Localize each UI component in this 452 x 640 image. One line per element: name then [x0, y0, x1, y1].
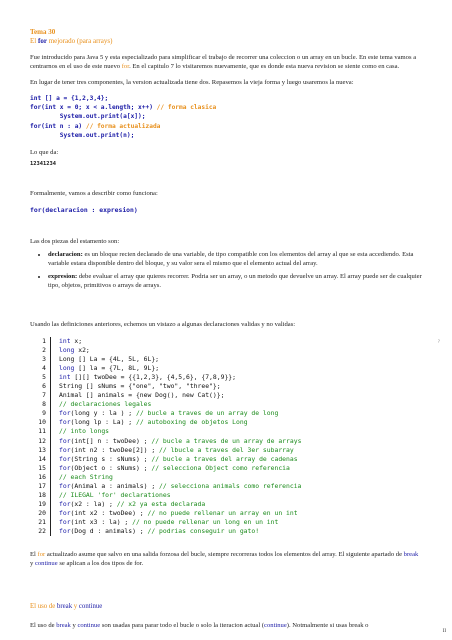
code-keyword: for	[59, 508, 71, 517]
break-link[interactable]: break	[403, 551, 419, 559]
intro-paragraph: Fue introducido para Java 5 y esta especializado para simplificar el trabajo de recorrer una coleccion o un array en un bucle. En este tema vamos a centrarnos en el uso de este nuevo for. En el capitulo 7 lo visitaremos nuevamente, que es donde esta nueva revision se siente como en casa.	[30, 54, 417, 70]
code-comment: // bucle a traves de un array de arrays	[151, 436, 302, 445]
code-line	[38, 445, 422, 455]
break-link[interactable]: break	[56, 622, 71, 630]
code-line	[38, 436, 422, 446]
code-keyword: for	[59, 436, 71, 445]
code-keyword: int	[59, 337, 71, 346]
for-keyword: for	[37, 37, 47, 45]
line-number: 2	[42, 346, 46, 355]
listing-toggle-marker[interactable]: ?	[437, 339, 440, 345]
continue-link[interactable]: continue	[77, 622, 101, 630]
code-comment: // ILEGAL 'for' declarationes	[59, 490, 171, 499]
code-keyword: for	[59, 517, 71, 526]
code-comment: // autoboxing de objetos Long	[135, 418, 248, 427]
code-text: (int x2 : twoDee) ;	[70, 508, 148, 517]
for-link[interactable]: for	[121, 63, 130, 70]
code-listing	[38, 337, 440, 536]
list-item: • expresion: debe evaluar el array que quieres recorrer. Podria ser un array, o un metodo que devuelve un array. El array puede ser de cualquier tipo, objetos, primitivos o arrays de arrays.	[48, 272, 422, 290]
line-number: 8	[42, 400, 46, 409]
code-line	[38, 508, 422, 518]
line-number: 20	[38, 508, 46, 517]
code-text: (String s : sNums) ;	[70, 454, 152, 463]
page-footer-mark: II	[442, 629, 446, 634]
code-keyword: for	[59, 454, 71, 463]
code-comment: // each String	[59, 472, 113, 481]
classic-vs-enhanced-code: int [] a = {1,2,3,4}; for(int x = 0; x < a.length; x++) // forma clasica System.out.print(a[x]); for(int n : a) // forma actualizada System.out.print(n);	[30, 95, 217, 139]
code-text: Animal [] animals = {new Dog(), new Cat()};	[59, 391, 225, 400]
code-text: (int[] n : twoDee) ;	[70, 436, 152, 445]
code-comment: // lbucle a traves del 3er subarray	[159, 445, 294, 454]
code-keyword: for	[59, 445, 71, 454]
code-keyword: for	[59, 527, 71, 535]
code-comment: // declaraciones legales	[59, 400, 152, 409]
line-number: 7	[42, 391, 46, 400]
code-line	[38, 499, 422, 509]
code-text: (int x3 : la) ;	[70, 517, 133, 526]
code-line	[38, 481, 422, 491]
code-line	[42, 382, 422, 391]
line-number: 17	[38, 481, 46, 490]
continue-link[interactable]: continue	[264, 622, 287, 630]
intro-paragraph-2: En lugar de tener tres componentes, la version actualizada tiene dos. Repasemos la vieja forma y luego usaremos la nueva:	[30, 79, 354, 86]
code-text: (Dog d : animals) ;	[70, 527, 148, 535]
code-comment: // bucle a traves de un array de long	[135, 409, 279, 418]
line-number: 22	[38, 527, 46, 535]
code-text: [][] twoDee = {{1,2,3}, {4,5,6}, {7,8,9}};	[70, 373, 236, 382]
line-number: 4	[42, 364, 46, 373]
pieces-intro: Las dos piezas del estamento son:	[30, 238, 120, 246]
code-comment: // into longs	[59, 427, 110, 436]
break-keyword: break	[57, 603, 73, 611]
code-text: Long [] La = {4L, 5L, 6L};	[59, 355, 160, 364]
list-item: • declaracion: es un bloque recien declarado de una variable, de tipo compatible con los elementos del array al que se esta accediendo. Esta variable estara disponible dentro del bloque, y su valor sera el mismo que el elemento actual del array.	[48, 250, 422, 268]
break-continue-paragraph: El uso de break y continue son usadas para parar todo el bucle o solo la iteracion actual (continue). Notmalmente si usas break o	[30, 622, 369, 630]
code-keyword: int	[59, 373, 71, 382]
code-text: String [] sNums = {"one", "two", "three"};	[59, 382, 221, 391]
line-number: 5	[42, 373, 46, 382]
code-line	[42, 400, 422, 409]
continue-link[interactable]: continue	[34, 560, 58, 568]
continue-keyword: continue	[78, 603, 103, 611]
code-line	[42, 355, 422, 364]
line-number: 6	[42, 382, 46, 391]
line-number: 16	[38, 472, 46, 481]
describe-paragraph: Formalmente, vamos a describir como funciona:	[30, 190, 158, 198]
line-number: 18	[38, 490, 46, 499]
code-text: (Animal a : animals) ;	[70, 481, 160, 490]
code-text: (long lp : La) ;	[70, 418, 136, 427]
code-comment: // no puede rellenar un array en un int	[147, 508, 298, 517]
line-number: 13	[38, 445, 46, 454]
output-value: 12341234	[30, 161, 56, 168]
line-number: 1	[42, 337, 46, 346]
line-number: 14	[38, 454, 46, 463]
line-number: 11	[38, 427, 46, 436]
code-line	[42, 364, 422, 373]
code-line	[42, 391, 422, 400]
code-line	[38, 427, 422, 436]
code-text: (int n2 : twoDee[2]) ;	[70, 445, 160, 454]
code-keyword: long	[59, 364, 75, 373]
code-comment: // x2 ya esta declarada	[116, 499, 206, 508]
code-comment: // no puede rellenar un long en un int	[132, 517, 279, 526]
code-text: (x2 : la) ;	[70, 499, 117, 508]
code-text: (long y : la ) ;	[70, 409, 136, 418]
code-line	[42, 337, 422, 346]
line-number: 10	[38, 418, 46, 427]
code-keyword: for	[59, 463, 71, 472]
code-line	[38, 454, 422, 464]
code-line	[38, 472, 422, 482]
code-keyword: for	[59, 418, 71, 427]
line-number: 12	[38, 436, 46, 445]
code-keyword: for	[59, 499, 71, 508]
code-text: x2;	[74, 346, 90, 355]
pieces-list	[30, 250, 422, 290]
code-text: x;	[70, 337, 83, 346]
line-number: 19	[38, 499, 46, 508]
code-comment: // selecciona animals como referencia	[159, 481, 302, 490]
code-keyword: long	[59, 346, 75, 355]
code-line	[38, 463, 422, 473]
code-comment: // selecciona Object como referencia	[151, 463, 290, 472]
syntax-line: for(declaracion : expresion)	[30, 206, 138, 215]
code-text: [] la = {7L, 8L, 9L};	[74, 364, 160, 373]
code-line	[38, 517, 422, 527]
topic-number: Tema 30	[30, 28, 56, 36]
output-label: Lo que da:	[30, 149, 59, 157]
line-number: 15	[38, 463, 46, 472]
document-page	[30, 28, 440, 637]
code-comment: // podrias conseguir un gato!	[147, 527, 260, 535]
line-number: 3	[42, 355, 46, 364]
for-link[interactable]: for	[37, 551, 46, 559]
code-line	[42, 373, 422, 382]
code-line	[42, 409, 422, 418]
code-text: (Object o : sNums) ;	[70, 463, 152, 472]
after-paragraph: El for actualizado asume que salvo en una salida forzosa del bucle, siempre recorreras todos los elementos del array. El siguiente apartado de break y continue se aplican a los dos tipos de for.	[30, 551, 419, 568]
code-keyword: for	[59, 481, 71, 490]
code-line	[42, 346, 422, 355]
line-number: 21	[38, 517, 46, 526]
code-comment: // bucle a traves del array de cadenas	[151, 454, 298, 463]
code-line	[38, 490, 422, 500]
line-number: 9	[42, 409, 46, 418]
code-keyword: for	[59, 409, 71, 418]
section-heading: El uso de break y continue	[30, 603, 103, 611]
listing-intro: Usando las definiciones anteriores, echemos un vistazo a algunas declaraciones validas y no validas:	[30, 321, 296, 329]
code-line	[38, 527, 422, 536]
code-line	[38, 418, 422, 427]
topic-title: El for mejorado (para arrays)	[30, 37, 113, 45]
